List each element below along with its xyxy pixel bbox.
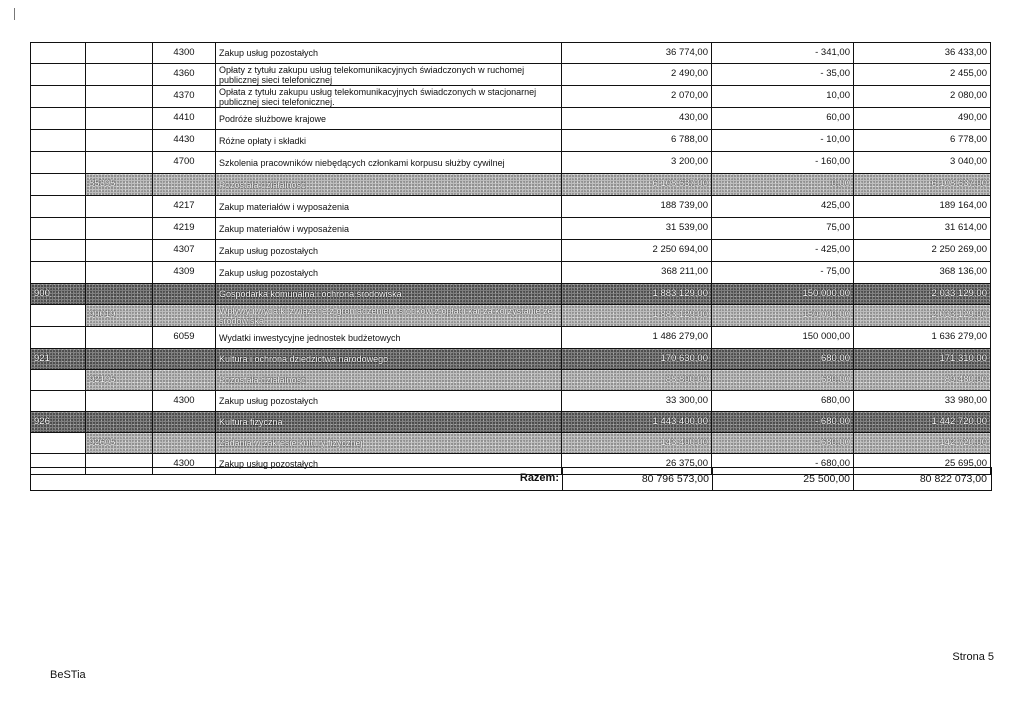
item-description: Zakup usług pozostałych [216,240,562,262]
paragraf-cell [153,370,216,391]
rozdzial-cell [86,391,153,412]
paragraf-cell [153,174,216,196]
table-row [31,262,991,284]
table-row [31,152,991,174]
rozdzial-cell [86,262,153,284]
table-row [31,370,991,391]
change-value: 680,00 [712,370,854,391]
paragraf-cell [153,349,216,370]
change-value: - 425,00 [712,240,854,262]
budget-table [30,42,991,475]
plan-value: 1 443 400,00 [562,412,712,433]
after-change-value: 3 040,00 [854,152,991,174]
paragraf-code: 4309 [153,262,216,284]
dzial-description: Kultura fizyczna [216,412,562,433]
rozdzial-cell [86,130,153,152]
table-row [31,64,991,86]
rozdzial-cell [86,240,153,262]
table-row [31,327,991,349]
item-description: Zakup materiałów i wyposażenia [216,218,562,240]
paragraf-code: 4300 [153,391,216,412]
change-value: - 10,00 [712,130,854,152]
item-description: Zakup materiałów i wyposażenia [216,196,562,218]
paragraf-code: 4700 [153,152,216,174]
rozdzial-description: Zadania w zakresie kultury fizycznej [216,433,562,454]
item-description: Wydatki inwestycyjne jednostek budżetowych [216,327,562,349]
table-row [31,86,991,108]
change-value: - 35,00 [712,64,854,86]
after-change-value: 6 778,00 [854,130,991,152]
plan-value: 368 211,00 [562,262,712,284]
change-value: - 160,00 [712,152,854,174]
table-row [31,284,991,305]
paragraf-cell [153,305,216,327]
paragraf-code: 4300 [153,454,216,475]
item-description: Zakup usług pozostałych [216,391,562,412]
dzial-cell [31,433,86,454]
change-value: - 680,00 [712,433,854,454]
plan-value: 2 490,00 [562,64,712,86]
item-description: Podróże służbowe krajowe [216,108,562,130]
total-label: Razem: [519,472,559,484]
dzial-cell [31,64,86,86]
change-value: - 341,00 [712,43,854,64]
plan-value: 88 800,00 [562,370,712,391]
item-description: Szkolenia pracowników niebędących członkami korpusu służby cywilnej [216,152,562,174]
footer-software-name: BeSTia [50,669,86,681]
after-change-value: 189 164,00 [854,196,991,218]
dzial-cell [31,240,86,262]
change-value: - 75,00 [712,262,854,284]
dzial-cell [31,130,86,152]
dzial-code: 926 [31,412,86,433]
dzial-description: Kultura i ochrona dziedzictwa narodowego [216,349,562,370]
dzial-cell [31,218,86,240]
paragraf-code: 4307 [153,240,216,262]
table-row [31,196,991,218]
dzial-cell [31,391,86,412]
after-change-value: 2 033 129,00 [854,305,991,327]
plan-value: 1 883 129,00 [562,284,712,305]
plan-value: 143 400,00 [562,433,712,454]
dzial-cell [31,174,86,196]
rozdzial-cell [86,412,153,433]
rozdzial-cell [86,108,153,130]
plan-value: 6 108 637,00 [562,174,712,196]
rozdzial-description: Pozostała działalność [216,370,562,391]
plan-value: 1 486 279,00 [562,327,712,349]
table-row [31,43,991,64]
rozdzial-cell [86,196,153,218]
dzial-description: Gospodarka komunalna i ochrona środowiska [216,284,562,305]
dzial-cell [31,86,86,108]
change-value: 680,00 [712,391,854,412]
paragraf-code: 4410 [153,108,216,130]
plan-value: 188 739,00 [562,196,712,218]
plan-value: 430,00 [562,108,712,130]
rozdzial-code: 85395 [86,174,153,196]
after-change-value: 89 480,00 [854,370,991,391]
dzial-cell [31,43,86,64]
after-change-value: 2 080,00 [854,86,991,108]
rozdzial-cell [86,218,153,240]
item-description: Różne opłaty i składki [216,130,562,152]
rozdzial-description: Pozostała działalność [216,174,562,196]
plan-value: 31 539,00 [562,218,712,240]
after-change-value: 1 636 279,00 [854,327,991,349]
rozdzial-cell [86,327,153,349]
rozdzial-cell [86,64,153,86]
table-row [31,305,991,327]
rozdzial-description: Wpływy i wydatki związane z gromadzeniem środków z opłat i kar za korzystanie ze środowiska [216,305,562,327]
scan-mark [14,8,15,20]
dzial-code: 900 [31,284,86,305]
dzial-cell [31,262,86,284]
change-value: - 680,00 [712,412,854,433]
table-row [31,349,991,370]
rozdzial-code: 92605 [86,433,153,454]
item-description: Zakup usług pozostałych [216,43,562,64]
change-value: 0,00 [712,174,854,196]
after-change-value: 33 980,00 [854,391,991,412]
dzial-cell [31,327,86,349]
table-row [31,218,991,240]
rozdzial-code: 92195 [86,370,153,391]
after-change-value: 25 695,00 [854,454,991,475]
paragraf-code: 4219 [153,218,216,240]
plan-value: 6 788,00 [562,130,712,152]
item-description: Opłaty z tytułu zakupu usług telekomunikacyjnych świadczonych w ruchomej publicznej sieci telefonicznej [216,64,562,86]
after-change-value: 2 455,00 [854,64,991,86]
total-row [30,467,992,491]
paragraf-code: 4430 [153,130,216,152]
paragraf-cell [153,412,216,433]
change-value: 60,00 [712,108,854,130]
plan-value: 2 250 694,00 [562,240,712,262]
total-after: 80 822 073,00 [919,473,987,485]
plan-value: 1 883 129,00 [562,305,712,327]
paragraf-code: 4370 [153,86,216,108]
change-value: 425,00 [712,196,854,218]
after-change-value: 490,00 [854,108,991,130]
change-value: - 680,00 [712,454,854,475]
rozdzial-cell [86,349,153,370]
after-change-value: 2 250 269,00 [854,240,991,262]
plan-value: 26 375,00 [562,454,712,475]
paragraf-code: 4217 [153,196,216,218]
table-row [31,412,991,433]
after-change-value: 2 033 129,00 [854,284,991,305]
rozdzial-cell [86,152,153,174]
item-description: Opłata z tytułu zakupu usług telekomunikacyjnych świadczonych w stacjonarnej publicznej sieci telefonicznej. [216,86,562,108]
table-row [31,391,991,412]
dzial-cell [31,305,86,327]
dzial-code: 921 [31,349,86,370]
change-value: 680,00 [712,349,854,370]
plan-value: 2 070,00 [562,86,712,108]
change-value: 150 000,00 [712,305,854,327]
dzial-cell [31,152,86,174]
change-value: 150 000,00 [712,327,854,349]
dzial-cell [31,196,86,218]
plan-value: 33 300,00 [562,391,712,412]
rozdzial-cell [86,43,153,64]
after-change-value: 1 442 720,00 [854,412,991,433]
after-change-value: 31 614,00 [854,218,991,240]
item-description: Zakup usług pozostałych [216,262,562,284]
after-change-value: 6 108 637,00 [854,174,991,196]
total-change: 25 500,00 [712,468,854,490]
paragraf-code: 6059 [153,327,216,349]
table-row [31,130,991,152]
change-value: 10,00 [712,86,854,108]
after-change-value: 36 433,00 [854,43,991,64]
plan-value: 170 630,00 [562,349,712,370]
table-row [31,174,991,196]
rozdzial-cell [86,284,153,305]
footer-page-number: Strona 5 [952,651,994,663]
paragraf-cell [153,433,216,454]
paragraf-cell [153,284,216,305]
rozdzial-code: 90019 [86,305,153,327]
paragraf-code: 4360 [153,64,216,86]
paragraf-code: 4300 [153,43,216,64]
after-change-value: 368 136,00 [854,262,991,284]
change-value: 150 000,00 [712,284,854,305]
after-change-value: 142 720,00 [854,433,991,454]
plan-value: 36 774,00 [562,43,712,64]
rozdzial-cell [86,86,153,108]
budget-table-body [31,43,991,475]
item-description: Zakup usług pozostałych [216,454,562,475]
after-change-value: 171 310,00 [854,349,991,370]
plan-value: 3 200,00 [562,152,712,174]
change-value: 75,00 [712,218,854,240]
table-row [31,108,991,130]
table-row [31,433,991,454]
total-plan: 80 796 573,00 [562,468,713,490]
dzial-cell [31,108,86,130]
dzial-cell [31,370,86,391]
table-row [31,240,991,262]
